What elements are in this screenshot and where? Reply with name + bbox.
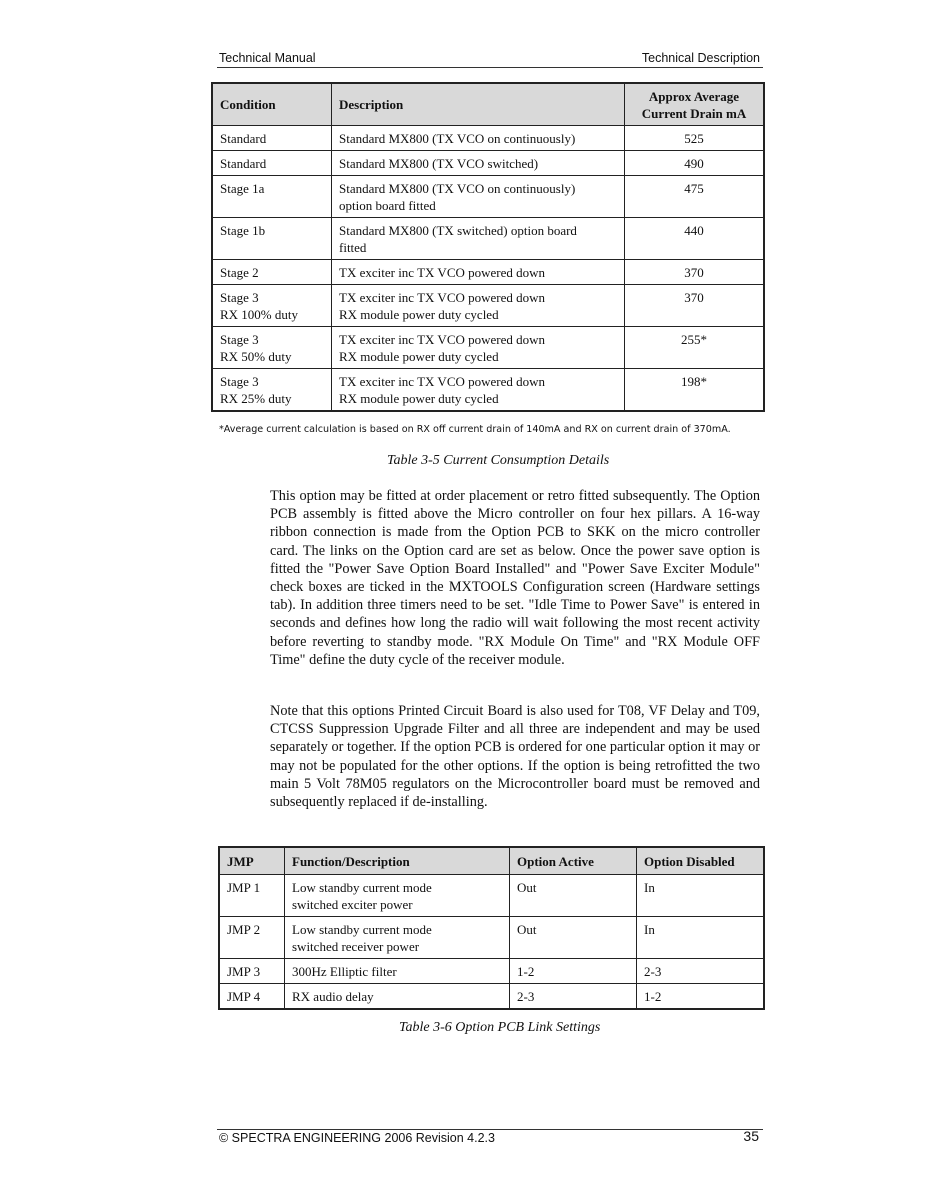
condition-cell-line: Stage 2 — [220, 265, 259, 280]
function-cell-line: Low standby current mode — [292, 922, 432, 937]
jmp-cell: JMP 1 — [219, 875, 285, 917]
table-row — [212, 126, 764, 151]
table-row — [219, 959, 764, 984]
condition-cell-line: RX 50% duty — [220, 349, 292, 364]
table2-header-disabled: Option Disabled — [637, 847, 765, 875]
description-cell — [332, 151, 625, 176]
table2-caption: Table 3-6 Option PCB Link Settings — [399, 1020, 601, 1035]
jmp-cell: JMP 3 — [219, 959, 285, 984]
condition-cell-line: RX 25% duty — [220, 391, 292, 406]
table2-header-row — [219, 847, 764, 875]
paragraph-option-fitting: This option may be fitted at order placement or retro fitted subsequently. The Option PCB assembly is fitted above the Micro controller on four hex pillars. A 16-way ribbon connection is made from the Option PCB to SKK on the micro controller card. The links on the Option card are set as below. Once the power save option is fitted the "Power Save Option Board Installed" and "Power Save Exciter Module" check boxes are ticked in the MXTOOLS Configuration screen (Hardware settings tab). In addition three timers need to be set. "Idle Time to Power Save" is entered in seconds and defines how long the radio will wait following the most recent activity before reverting to standby mode. "RX Module On Time" and "RX Module OFF Time" define the duty cycle of the receiver module. — [270, 488, 760, 668]
condition-cell-line: Stage 3 — [220, 374, 259, 389]
table2-header-jmp: JMP — [219, 847, 285, 875]
disabled-cell: 1-2 — [637, 984, 765, 1010]
disabled-cell: 2-3 — [637, 959, 765, 984]
drain-cell: 370 — [625, 285, 765, 327]
table-row — [212, 151, 764, 176]
header-rule — [217, 67, 763, 68]
condition-cell-line: Standard — [220, 131, 267, 146]
table1-caption: Table 3-5 Current Consumption Details — [387, 453, 610, 468]
description-cell-line: Standard MX800 (TX switched) option board — [339, 223, 577, 238]
description-cell-line: Standard MX800 (TX VCO switched) — [339, 156, 539, 171]
drain-cell: 440 — [625, 218, 765, 260]
footer-rule — [217, 1129, 763, 1130]
description-cell — [332, 327, 625, 369]
description-cell — [332, 176, 625, 218]
jmp-cell: JMP 2 — [219, 917, 285, 959]
condition-cell-line: Stage 3 — [220, 332, 259, 347]
condition-cell — [212, 285, 332, 327]
footer-copyright: © SPECTRA ENGINEERING 2006 Revision 4.2.3 — [219, 1131, 495, 1145]
table2-body — [219, 875, 764, 1010]
function-cell — [285, 917, 510, 959]
table-row — [219, 984, 764, 1010]
function-cell-line: switched exciter power — [292, 897, 413, 912]
condition-cell — [212, 126, 332, 151]
condition-cell-line: RX 100% duty — [220, 307, 298, 322]
description-cell-line: option board fitted — [339, 198, 436, 213]
table-row — [219, 875, 764, 917]
function-cell — [285, 984, 510, 1010]
description-cell-line: RX module power duty cycled — [339, 391, 499, 406]
header-left: Technical Manual — [219, 51, 316, 65]
paragraph-option-pcb-note: Note that this options Printed Circuit Board is also used for T08, VF Delay and T09, CTCSS Suppression Upgrade Filter and all three are independent and may be used separately or together. If the option PCB is ordered for one particular option it may or may not be populated for the other options. If the option is being retrofitted the two main 5 Volt 78M05 regulators on the Microcontroller board must be removed and subsequently replaced if de-installing. — [270, 703, 760, 811]
drain-cell: 370 — [625, 260, 765, 285]
description-cell-line: RX module power duty cycled — [339, 307, 499, 322]
function-cell-line: RX audio delay — [292, 989, 374, 1004]
condition-cell — [212, 151, 332, 176]
condition-cell — [212, 327, 332, 369]
drain-cell: 255* — [625, 327, 765, 369]
condition-cell-line: Stage 1a — [220, 181, 265, 196]
condition-cell — [212, 218, 332, 260]
table1-body — [212, 126, 764, 412]
active-cell: Out — [510, 917, 637, 959]
jmp-cell: JMP 4 — [219, 984, 285, 1010]
table-row — [212, 285, 764, 327]
condition-cell-line: Stage 3 — [220, 290, 259, 305]
drain-cell: 490 — [625, 151, 765, 176]
function-cell-line: 300Hz Elliptic filter — [292, 964, 397, 979]
table1-header-condition: Condition — [212, 83, 332, 126]
page-number: 35 — [743, 1128, 759, 1144]
table2-header-active: Option Active — [510, 847, 637, 875]
active-cell: 2-3 — [510, 984, 637, 1010]
table2-header-function: Function/Description — [285, 847, 510, 875]
drain-cell: 475 — [625, 176, 765, 218]
table1-header-drain: Approx Average Current Drain mA — [625, 83, 765, 126]
description-cell-line: TX exciter inc TX VCO powered down — [339, 332, 546, 347]
description-cell-line: TX exciter inc TX VCO powered down — [339, 290, 546, 305]
function-cell — [285, 959, 510, 984]
function-cell — [285, 875, 510, 917]
active-cell: 1-2 — [510, 959, 637, 984]
description-cell-line: Standard MX800 (TX VCO on continuously) — [339, 181, 576, 196]
header-right: Technical Description — [641, 51, 760, 65]
condition-cell-line: Stage 1b — [220, 223, 266, 238]
description-cell — [332, 126, 625, 151]
table1-header-description: Description — [332, 83, 625, 126]
table-row — [212, 260, 764, 285]
active-cell: Out — [510, 875, 637, 917]
disabled-cell: In — [637, 875, 765, 917]
table-row — [212, 176, 764, 218]
link-settings-table — [218, 846, 765, 1010]
condition-cell — [212, 369, 332, 412]
description-cell-line: RX module power duty cycled — [339, 349, 499, 364]
table1-footnote: *Average current calculation is based on RX off current drain of 140mA and RX on current drain of 370mA. — [219, 424, 731, 435]
current-consumption-table — [211, 82, 765, 412]
description-cell — [332, 260, 625, 285]
function-cell-line: switched receiver power — [292, 939, 420, 954]
disabled-cell: In — [637, 917, 765, 959]
table-row — [219, 917, 764, 959]
table-row — [212, 369, 764, 412]
table-row — [212, 218, 764, 260]
condition-cell-line: Standard — [220, 156, 267, 171]
description-cell — [332, 285, 625, 327]
table-row — [212, 327, 764, 369]
description-cell — [332, 369, 625, 412]
condition-cell — [212, 260, 332, 285]
description-cell-line: Standard MX800 (TX VCO on continuously) — [339, 131, 576, 146]
description-cell-line: fitted — [339, 240, 367, 255]
drain-cell: 525 — [625, 126, 765, 151]
description-cell-line: TX exciter inc TX VCO powered down — [339, 374, 546, 389]
description-cell-line: TX exciter inc TX VCO powered down — [339, 265, 546, 280]
drain-cell: 198* — [625, 369, 765, 412]
condition-cell — [212, 176, 332, 218]
table1-header-row — [212, 83, 764, 126]
function-cell-line: Low standby current mode — [292, 880, 432, 895]
description-cell — [332, 218, 625, 260]
